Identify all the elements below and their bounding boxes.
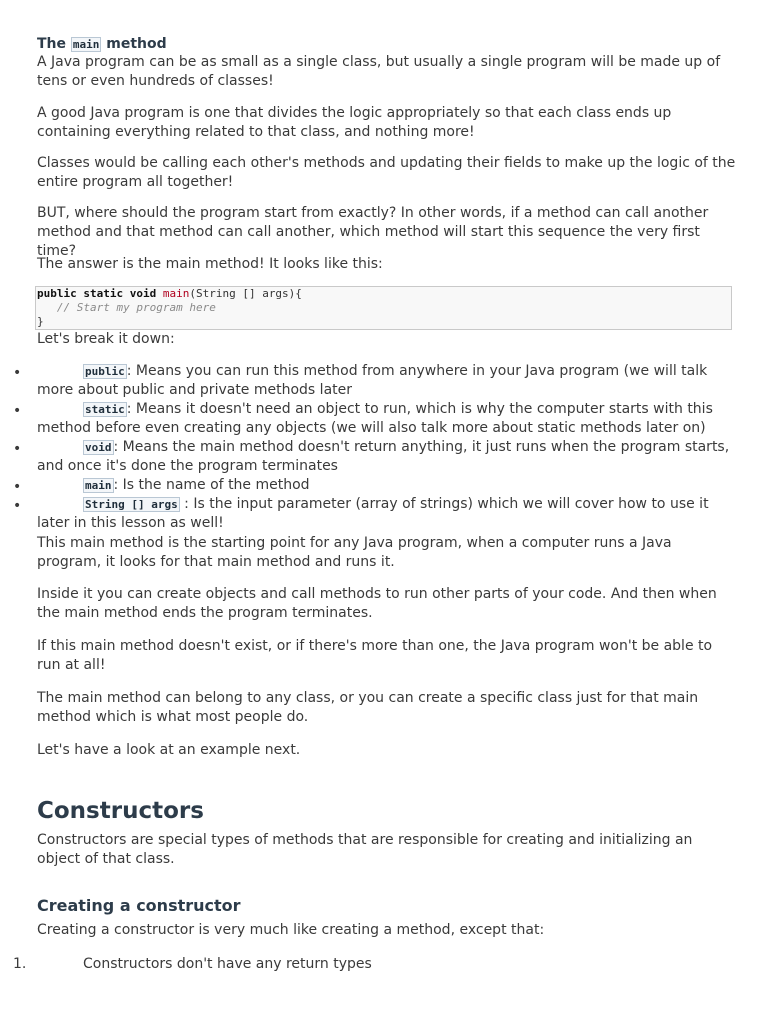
- list-item: [37, 955, 737, 974]
- code-function-name: main: [162, 287, 190, 300]
- bullet-marker: •: [13, 479, 22, 495]
- code-comment: // Start my program here: [56, 301, 216, 314]
- list-item-text: : Means you can run this method from anywhere in your Java program (we will talk more about public and private methods later: [37, 363, 708, 398]
- inline-code: main: [85, 479, 112, 492]
- inline-code: main: [72, 38, 100, 51]
- paragraph: A Java program can be as small as a single class, but usually a single program will be made up of tens or even hundreds of classes!: [37, 54, 721, 89]
- inline-code: void: [85, 441, 112, 454]
- paragraph: Let's have a look at an example next.: [37, 742, 301, 758]
- list-item: [37, 362, 737, 400]
- list-item-text: : Is the name of the method: [113, 477, 310, 493]
- paragraph: The main method can belong to any class, or you can create a specific class just for that main method which is what most people do.: [37, 690, 699, 725]
- subheading-text: The: [37, 36, 67, 52]
- paragraph: The answer is the main method! It looks like this:: [37, 256, 383, 272]
- code-block: [35, 286, 732, 330]
- bullet-marker: •: [13, 365, 22, 381]
- code-keyword: public static void: [37, 287, 157, 300]
- inline-code: String [] args: [85, 498, 178, 511]
- main-method-subheading: [37, 35, 737, 54]
- list-item: [37, 476, 737, 495]
- paragraph: Let's break it down:: [37, 331, 175, 347]
- list-item-text: Constructors don't have any return types: [83, 956, 372, 972]
- section-heading-constructors: Constructors: [37, 798, 204, 824]
- code-text: (String [] args){: [189, 287, 302, 300]
- paragraph: Classes would be calling each other's methods and updating their fields to make up the logic of the entire program all together!: [37, 155, 736, 190]
- paragraph: Inside it you can create objects and call methods to run other parts of your code. And then when the main method ends the program terminates.: [37, 586, 717, 621]
- bullet-marker: •: [13, 498, 22, 514]
- list-item-text: : Is the input parameter (array of strings) which we will cover how to use it later in this lesson as well!: [37, 496, 709, 531]
- bullet-marker: •: [13, 441, 22, 457]
- paragraph: If this main method doesn't exist, or if there's more than one, the Java program won't be able to run at all!: [37, 638, 713, 673]
- list-item-text: : Means it doesn't need an object to run, which is why the computer starts with this method before even creating any objects (we will also talk more about static methods later on): [37, 401, 713, 436]
- list-number: 1.: [13, 956, 27, 972]
- code-line: [37, 287, 731, 301]
- paragraph: Creating a constructor is very much like creating a method, except that:: [37, 922, 545, 938]
- code-line: [37, 301, 731, 315]
- paragraph: A good Java program is one that divides the logic appropriately so that each class ends up containing everything related to that class, and nothing more!: [37, 105, 672, 140]
- code-line: [37, 315, 731, 329]
- list-item: [37, 400, 737, 438]
- subheading-text: method: [106, 36, 167, 52]
- paragraph: This main method is the starting point for any Java program, when a computer runs a Java program, it looks for that main method and runs it.: [37, 535, 672, 570]
- paragraph: Constructors are special types of methods that are responsible for creating and initializing an object of that class.: [37, 832, 693, 867]
- inline-code: public: [85, 365, 125, 378]
- bullet-marker: •: [13, 403, 22, 419]
- list-item-text: : Means the main method doesn't return anything, it just runs when the program starts, and once it's done the program terminates: [37, 439, 730, 474]
- subheading-creating-constructor: Creating a constructor: [37, 896, 241, 915]
- list-item: [37, 495, 737, 533]
- list-item: [37, 438, 737, 476]
- inline-code: static: [85, 403, 125, 416]
- code-text: }: [37, 315, 44, 328]
- paragraph: BUT, where should the program start from exactly? In other words, if a method can call another method and that method can call another, which method will start this sequence the very first time?: [37, 205, 709, 259]
